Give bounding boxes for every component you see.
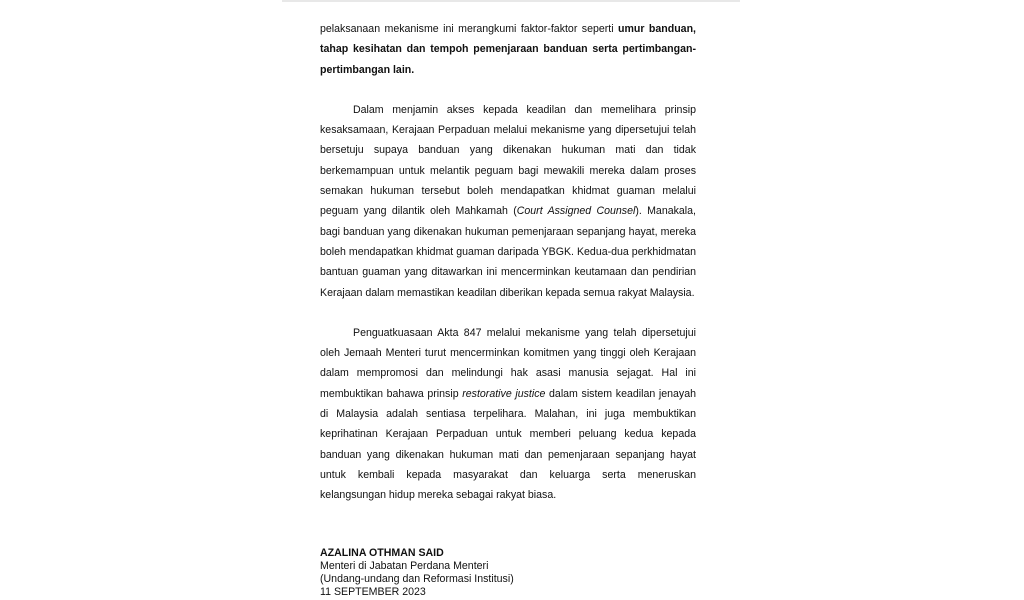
- signatory-title: Menteri di Jabatan Perdana Menteri: [320, 559, 489, 572]
- document-page: [320, 19, 696, 600]
- paragraph-spacer: [320, 80, 696, 100]
- signatory-portfolio: (Undang-undang dan Reformasi Institusi): [320, 573, 514, 586]
- paragraph-criteria: [320, 19, 696, 80]
- signatory-name: AZALINA OTHMAN SAID: [320, 546, 444, 559]
- paragraph-enforcement-text: Penguatkuasaan Akta 847 melalui mekanisme yang telah dipersetujui oleh Jemaah Menteri turut mencerminkan komitmen yang tinggi oleh Kerajaan dalam mempromosi dan melindungi hak asasi manusia sejagat. Hal ini membuktikan bahawa prinsip: [320, 326, 696, 400]
- paragraph-enforcement-italic-text: restorative justice: [462, 387, 546, 400]
- paragraph-legal-aid-text-continued: ). Manakala, bagi banduan yang dikenakan hukuman pemenjaraan sepanjang hayat, mereka boleh mendapatkan khidmat guaman daripada YBGK. Kedua-dua perkhidmatan bantuan guaman yang ditawarkan ini mencerminkan keutamaan dan pendirian Kerajaan dalam memastikan keadilan diberikan kepada semua rakyat Malaysia.: [320, 205, 696, 299]
- paragraph-spacer: [320, 303, 696, 323]
- previous-page-edge: [282, 0, 740, 2]
- paragraph-legal-aid-text: Dalam menjamin akses kepada keadilan dan memelihara prinsip kesaksamaan, Kerajaan Perpaduan melalui mekanisme yang dipersetujui telah bersetuju supaya banduan yang dikenakan hukuman mati dan tidak berkemampuan untuk melantik peguam bagi mewakili mereka dalam proses semakan hukuman tersebut boleh mendapatkan khidmat guaman melalui peguam yang dilantik oleh Mahkamah (: [320, 103, 696, 218]
- signature-block: [320, 547, 696, 600]
- paragraph-legal-aid: [320, 100, 696, 303]
- paragraph-criteria-bold-text: umur banduan, tahap kesihatan dan tempoh pemenjaraan banduan serta pertimbangan-pertimbangan lain.: [320, 23, 696, 76]
- document-date: 11 SEPTEMBER 2023: [320, 586, 426, 599]
- paragraph-criteria-text: pelaksanaan mekanisme ini merangkumi faktor-faktor seperti: [320, 23, 618, 35]
- paragraph-enforcement: [320, 323, 696, 506]
- signature-spacer: [320, 506, 696, 547]
- paragraph-enforcement-text-continued: dalam sistem keadilan jenayah di Malaysia adalah sentiasa terpelihara. Malahan, ini juga membuktikan keprihatinan Kerajaan Perpaduan untuk memberi peluang kedua kepada banduan yang dikenakan hukuman mati dan pemenjaraan sepanjang hayat untuk kembali kepada masyarakat dan keluarga serta meneruskan kelangsungan hidup mereka sebagai rakyat biasa.: [320, 387, 696, 502]
- paragraph-legal-aid-italic-text: Court Assigned Counsel: [516, 205, 636, 218]
